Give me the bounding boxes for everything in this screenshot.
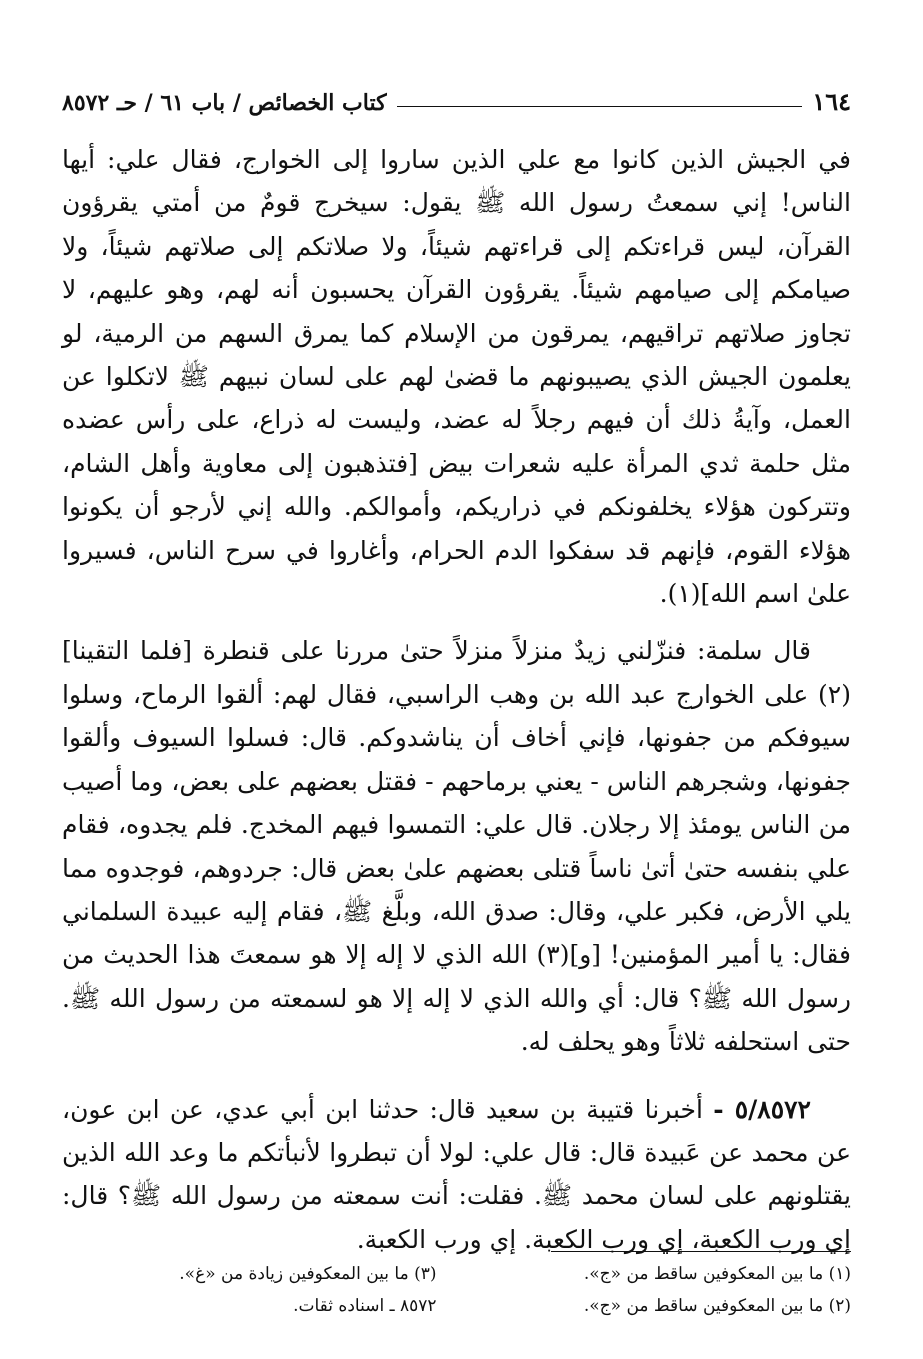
paragraph-2: قال سلمة: فنزّلني زيدٌ منزلاً منزلاً حتىٰ مررنا على قنطرة [فلما التقينا](٢) على الخوارج عبد الله بن وهب الراسبي، فقال لهم: ألقوا الرماح، وسلوا سيوفكم من جفونها، فإني أخاف أن يناشدوكم. قال: فسلوا السيوف وألقوا جفونها، وشجرهم الناس - يعني برماحهم - فقتل بعضهم على بعض، وما أصيب من الناس يومئذ إلا رجلان. قال علي: التمسوا فيهم المخدج. فلم يجدوه، فقام علي بنفسه حتىٰ أتىٰ ناساً قتلى بعضهم علىٰ بعض قال: جردوهم، فوجدوه مما يلي الأرض، فكبر علي، وقال: صدق الله، وبلَّغ ﷺ، فقام إليه عبيدة السلماني فقال: يا أمير المؤمنين! [و](٣) الله الذي لا إله إلا هو سمعتَ هذا الحديث من رسول الله ﷺ؟ قال: أي والله الذي لا إله إلا هو لسمعته من رسول الله ﷺ. حتى استحلفه ثلاثاً وهو يحلف له. [62, 636, 851, 1057]
header-rule [397, 106, 803, 107]
page-number: ١٦٤ [812, 87, 851, 116]
paragraph-1: في الجيش الذين كانوا مع علي الذين ساروا إلى الخوارج، فقال علي: أيها الناس! إني سمعتُ رسول الله ﷺ يقول: سيخرج قومٌ من أمتي يقرؤون القرآن، ليس قراءتكم إلى قراءتهم شيئاً، ولا صلاتكم إلى صلاتهم شيئاً، ولا صيامكم إلى صيامهم شيئاً. يقرؤون القرآن يحسبون أنه لهم، وهو عليهم، لا تجاوز صلاتهم تراقيهم، يمرقون من الإسلام كما يمرق السهم من الرمية، لو يعلمون الجيش الذي يصيبونهم ما قضىٰ لهم على لسان نبيهم ﷺ لاتكلوا عن العمل، وآيةُ ذلك أن فيهم رجلاً له عضد، وليست له ذراع، على رأس عضده مثل حلمة ثدي المرأة عليه شعرات بيض [فتذهبون إلى معاوية وأهل الشام، وتتركون هؤلاء يخلفونكم في ذراريكم، وأموالكم. والله إني لأرجو أن يكونوا هؤلاء القوم، فإنهم قد سفكوا الدم الحرام، وأغاروا في سرح الناس، فسيروا علىٰ اسم الله](١). [62, 145, 851, 609]
paragraph-3 [62, 1088, 851, 1262]
main-text [62, 138, 851, 1261]
footnotes [62, 1262, 851, 1318]
footnote-1: (١) ما بين المعكوفين ساقط من «ج». [583, 1264, 851, 1284]
running-title: كتاب الخصائص / باب ٦١ / حـ ٨٥٧٢ [62, 90, 387, 116]
footnote-rule [551, 1251, 851, 1252]
footnote-2: (٢) ما بين المعكوفين ساقط من «ج». [583, 1296, 851, 1316]
paragraph-3-text: أخبرنا قتيبة بن سعيد قال: حدثنا ابن أبي عدي، عن ابن عون، عن محمد عن عَبيدة قال: قال علي: لولا أن تبطروا لأنبأتكم ما وعد الله الذين يقتلونهم على لسان محمد ﷺ. فقلت: أنت سمعته من رسول الله ﷺ؟ قال: إي ورب الكعبة، إي ورب الكعبة. إي ورب الكعبة. [62, 1094, 851, 1254]
hadith-number: ٥/٨٥٧٢ - [713, 1094, 811, 1124]
footnote-3: (٣) ما بين المعكوفين زيادة من «غ». [179, 1264, 437, 1284]
page-header [62, 80, 851, 116]
footnote-4: ٨٥٧٢ ـ اسناده ثقات. [293, 1296, 437, 1316]
